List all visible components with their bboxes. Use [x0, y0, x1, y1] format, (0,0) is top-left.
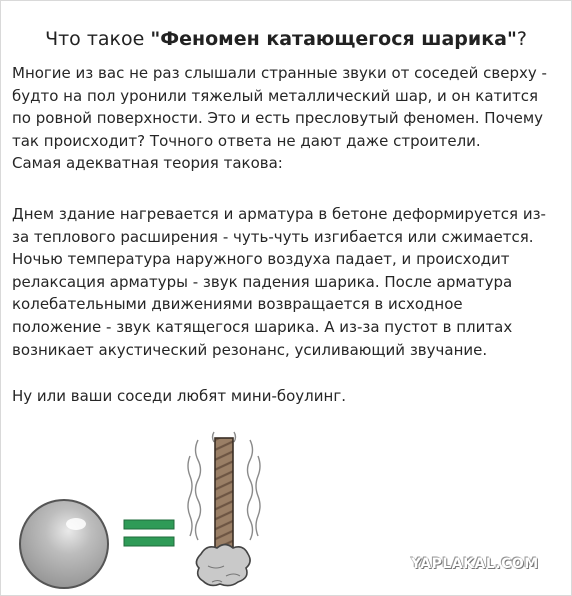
theory-line: положение - звук катящегося шарика. А из-за пустот в плитах	[12, 317, 513, 336]
intro-line: Многие из вас не раз слышали странные звуки от соседей сверху -	[12, 64, 547, 82]
theory-line: Днем здание нагревается и арматура в бетоне деформируется из-	[12, 205, 546, 223]
equals-icon	[124, 520, 174, 546]
theory-line: возникает акустический резонанс, усиливающий звучание.	[12, 340, 488, 359]
intro-line: так происходит? Точного ответа не дают даже строители.	[12, 131, 481, 150]
theory-line: за теплового расширения - чуть-чуть изгибается или сжимается.	[12, 227, 534, 246]
watermark: YAPLAKAL.COM	[411, 556, 539, 572]
intro-paragraph	[12, 62, 564, 175]
conclusion-line: Ну или ваши соседи любят мини-боулинг.	[12, 387, 346, 405]
intro-line: по ровной поверхности. Это и есть пресловутый феномен. Почему	[12, 109, 544, 128]
theory-line: релаксация арматуры - звук падения шарика. После арматура	[12, 272, 513, 291]
vibrating-rebar-icon	[188, 432, 260, 586]
theory-line: Ночью температура наружного воздуха падает, и происходит	[12, 250, 510, 269]
intro-line: Самая адекватная теория такова:	[12, 154, 283, 173]
theory-line: колебательными движениями возвращается в исходное	[12, 295, 463, 314]
title-suffix: ?	[516, 28, 527, 50]
page-title	[0, 26, 572, 52]
intro-line: будто на пол уронили тяжелый металлический шар, и он катится	[12, 86, 539, 105]
conclusion-paragraph	[12, 385, 564, 408]
title-highlight: "Феномен катающегося шарика"	[150, 28, 517, 50]
title-prefix: Что такое	[45, 28, 151, 50]
metal-ball-icon	[20, 500, 108, 588]
theory-paragraph	[12, 203, 564, 361]
